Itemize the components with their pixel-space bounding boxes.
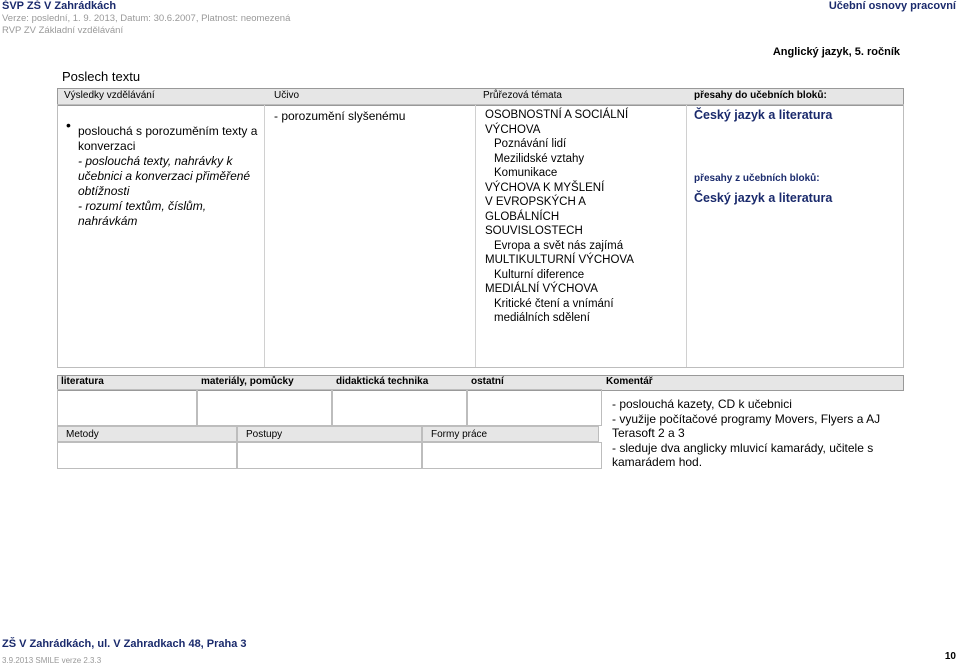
outcome-subitem: - poslouchá texty, nahrávky k učebnici a konverzaci přiměřené obtížnosti <box>78 154 251 198</box>
col-links-header: přesahy do učebních bloků: <box>694 90 827 101</box>
links-to-value: Český jazyk a literatura <box>694 108 833 122</box>
materials-cell <box>197 389 332 426</box>
theme-label: OSOBNOSTNÍ A SOCIÁLNÍ VÝCHOVA <box>485 109 629 136</box>
col-themes-header: Průřezová témata <box>483 90 562 101</box>
outcome-subitem: - rozumí textům, číslům, nahrávkám <box>78 199 207 228</box>
column-divider <box>686 105 687 367</box>
theme-label: MULTIKULTURNÍ VÝCHOVA <box>485 254 634 266</box>
col-content-header: Učivo <box>274 90 300 101</box>
theme-item: Kritické čtení a vnímání mediálních sdělení <box>494 297 614 324</box>
themes-cell <box>485 108 675 326</box>
materials-header: materiály, pomůcky <box>198 376 333 390</box>
rvp-line: RVP ZV Základní vzdělávání <box>2 25 124 36</box>
theme-label: MEDIÁLNÍ VÝCHOVA <box>485 283 598 295</box>
theme-item: Mezilidské vztahy <box>494 152 585 165</box>
methods-row <box>57 426 599 442</box>
footer-build: 3.9.2013 SMILE verze 2.3.3 <box>2 656 102 665</box>
comment-line: - využije počítačové programy Movers, Flyers a AJ Terasoft 2 a 3 <box>612 411 881 440</box>
methods-cell <box>57 442 237 469</box>
section-title: Poslech textu <box>62 69 141 84</box>
document-type: Učební osnovy pracovní <box>828 0 956 12</box>
procedures-cell <box>237 442 422 469</box>
outcome-item: poslouchá s porozuměním texty a konverzaci <box>78 124 258 153</box>
col-outcomes-header: Výsledky vzdělávání <box>64 90 155 101</box>
literatura-cell <box>57 389 197 426</box>
comment-cell <box>612 397 902 470</box>
methods-header: Metody <box>57 426 237 442</box>
content-item: - porozumění slyšenému <box>274 109 406 123</box>
links-from-value: Český jazyk a literatura <box>694 191 833 205</box>
theme-item: Evropa a svět nás zajímá <box>494 239 624 252</box>
school-name: ŠVP ZŠ V Zahrádkách <box>2 0 117 12</box>
comment-header: Komentář <box>603 376 903 390</box>
comment-line: - sleduje dva anglicky mluvicí kamarády, učitele s kamarádem hod. <box>612 440 874 469</box>
theme-item: Komunikace <box>494 167 558 179</box>
forms-cell <box>422 442 602 469</box>
bullet: • <box>66 117 71 133</box>
procedures-header: Postupy <box>237 426 422 442</box>
comment-line: - poslouchá kazety, CD k učebnici <box>612 397 792 411</box>
outcomes-cell <box>66 117 258 229</box>
page-number: 10 <box>944 651 956 662</box>
other-header: ostatní <box>468 376 603 390</box>
theme-label: VÝCHOVA K MYŠLENÍ V EVROPSKÝCH A GLOBÁLNÍCH SOUVISLOSTECH <box>485 181 605 237</box>
technique-cell <box>332 389 467 426</box>
column-divider <box>264 105 265 367</box>
links-from-title: přesahy z učebních bloků: <box>694 173 820 184</box>
version-line: Verze: poslední, 1. 9. 2013, Datum: 30.6.2007, Platnost: neomezená <box>2 13 291 24</box>
forms-header: Formy práce <box>422 426 599 442</box>
theme-item: Kulturní diference <box>494 268 585 281</box>
technique-header: didaktická technika <box>333 376 468 390</box>
literatura-header: literatura <box>58 376 198 390</box>
footer-address: ZŠ V Zahrádkách, ul. V Zahradkach 48, Praha 3 <box>2 638 247 650</box>
subject-grade: Anglický jazyk, 5. ročník <box>772 46 900 58</box>
other-cell <box>467 389 602 426</box>
theme-item: Poznávání lidí <box>494 138 567 150</box>
column-divider <box>475 105 476 367</box>
